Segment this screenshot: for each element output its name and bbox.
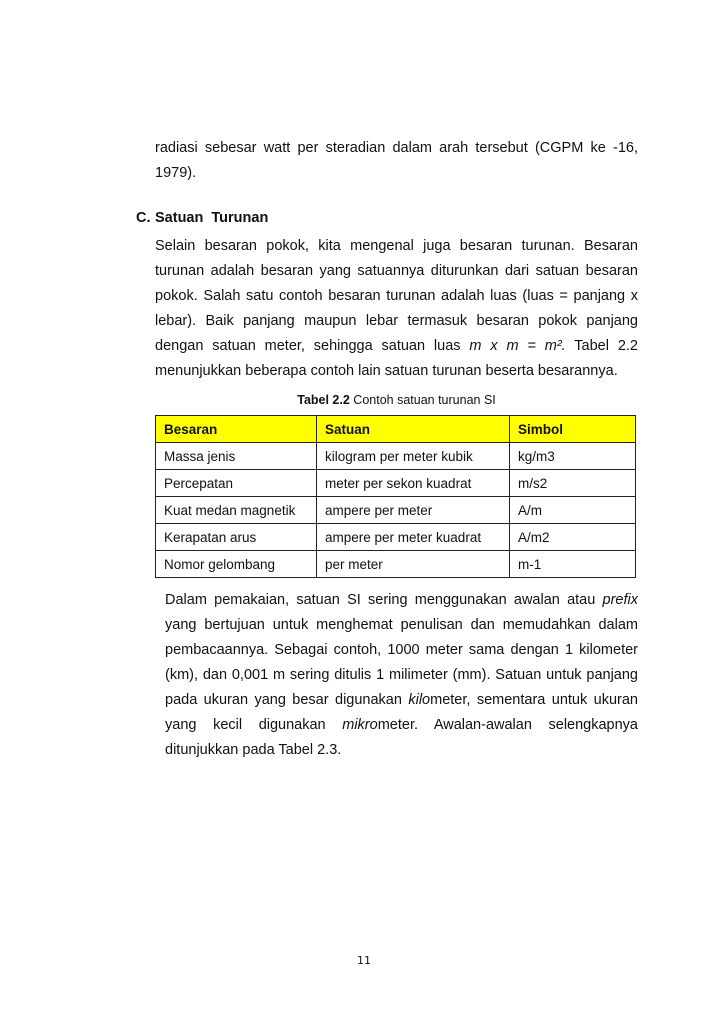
si-units-table [155, 415, 636, 578]
table-cell: Nomor gelombang [156, 551, 317, 578]
text-segment: meter, sementara untuk ukuran [430, 692, 639, 708]
text-line: menunjukkan beberapa contoh lain satuan turunan beserta besarannya. [155, 363, 618, 379]
text-segment: dengan satuan meter, sehingga satuan luas [155, 338, 461, 354]
text-line: 1979). [155, 165, 197, 181]
table-row [156, 551, 636, 578]
text-line: pembacaannya. Sebagai contoh, 1000 meter sama dengan 1 kilometer [165, 642, 638, 658]
header-besaran: Besaran [156, 416, 317, 443]
text-line: ditunjukkan pada Tabel 2.3. [165, 742, 342, 758]
table-row [156, 443, 636, 470]
prefix-paragraph [165, 588, 638, 763]
text-line: yang bertujuan untuk menghemat penulisan dan memudahkan dalam [165, 617, 638, 633]
text-line: (km), dan 0,001 m sering ditulis 1 milimeter (mm). Satuan untuk panjang [165, 667, 638, 683]
table-cell: A/m2 [510, 524, 636, 551]
table-row [156, 524, 636, 551]
italic-term: mikro [342, 717, 378, 733]
table-cell: kilogram per meter kubik [317, 443, 510, 470]
text-segment: yang kecil digunakan [165, 717, 326, 733]
table-cell: meter per sekon kuadrat [317, 470, 510, 497]
text-line: Selain besaran pokok, kita mengenal juga besaran turunan. Besaran [155, 238, 638, 254]
table-cell: ampere per meter [317, 497, 510, 524]
section-number: C. [136, 210, 151, 226]
text-line: turunan adalah besaran yang satuannya diturunkan dari satuan besaran [155, 263, 638, 279]
text-line: lebar). Baik panjang maupun lebar termasuk besaran pokok panjang [155, 313, 638, 329]
intro-paragraph [155, 136, 638, 186]
table-header-row [156, 416, 636, 443]
table-cell: m-1 [510, 551, 636, 578]
text-segment: meter. Awalan-awalan selengkapnya [377, 717, 638, 733]
text-line [165, 713, 638, 738]
text-segment: Dalam pemakaian, satuan SI sering menggunakan awalan atau [165, 592, 596, 608]
table-cell: m/s2 [510, 470, 636, 497]
text-line [155, 334, 638, 359]
table-cell: A/m [510, 497, 636, 524]
text-segment: Tabel 2.2 [574, 338, 638, 354]
text-line: radiasi sebesar watt per steradian dalam arah tersebut (CGPM ke -16, [155, 140, 638, 156]
text-line: pokok. Salah satu contoh besaran turunan adalah luas (luas = panjang x [155, 288, 638, 304]
section-heading [136, 210, 268, 226]
formula: m x m = m². [469, 338, 566, 354]
table-cell: Kuat medan magnetik [156, 497, 317, 524]
table-cell: ampere per meter kuadrat [317, 524, 510, 551]
table-row [156, 470, 636, 497]
table-cell: per meter [317, 551, 510, 578]
header-satuan: Satuan [317, 416, 510, 443]
header-simbol: Simbol [510, 416, 636, 443]
table-cell: Percepatan [156, 470, 317, 497]
section-title: Satuan Turunan [155, 210, 269, 226]
italic-term: prefix [602, 592, 638, 608]
table-cell: Massa jenis [156, 443, 317, 470]
text-line [165, 588, 638, 613]
table-cell: Kerapatan arus [156, 524, 317, 551]
caption-text: Contoh satuan turunan SI [353, 393, 496, 407]
table-cell: kg/m3 [510, 443, 636, 470]
text-segment: pada ukuran yang besar digunakan [165, 692, 402, 708]
text-line [165, 688, 638, 713]
page-number: 11 [357, 954, 371, 967]
italic-term: kilo [408, 692, 431, 708]
table-caption [155, 393, 638, 407]
table-row [156, 497, 636, 524]
caption-label: Tabel 2.2 [297, 393, 350, 407]
turunan-paragraph [155, 234, 638, 384]
